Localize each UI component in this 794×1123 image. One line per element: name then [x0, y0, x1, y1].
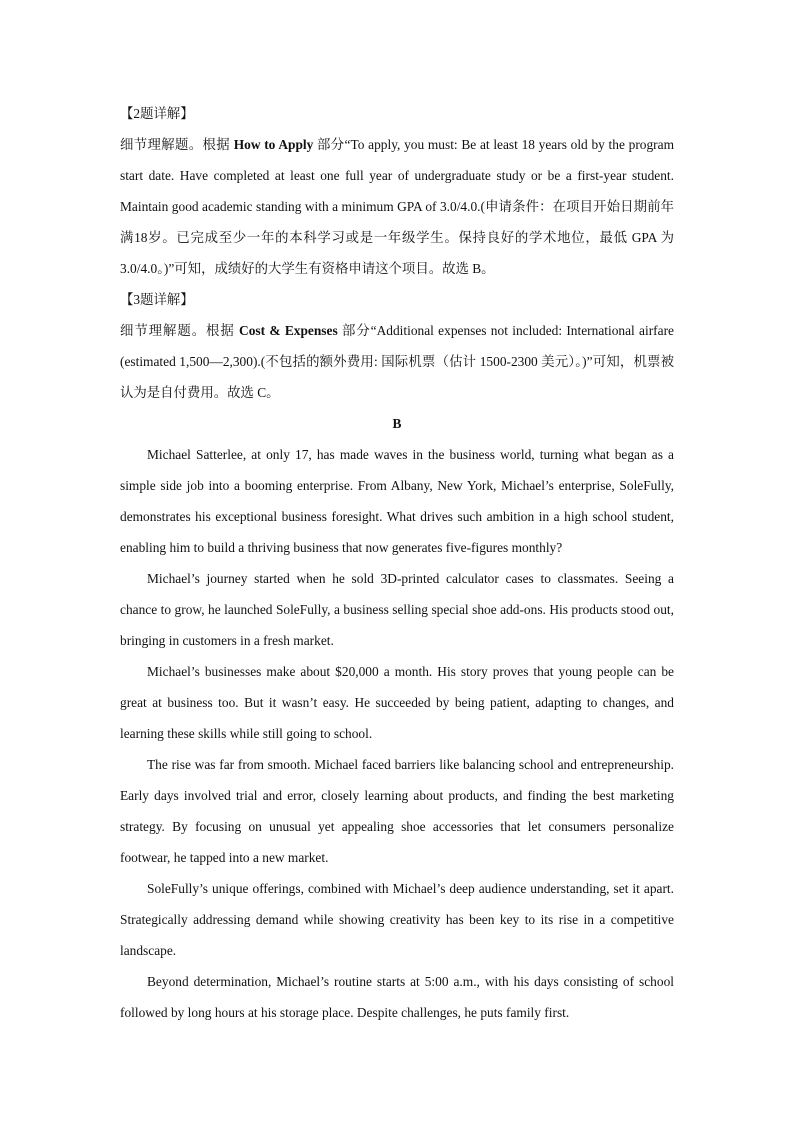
passage-paragraph-6: Beyond determination, Michael’s routine starts at 5:00 a.m., with his days consisting of school followed by long hours at his storage place. Despite challenges, he puts family first. [120, 974, 674, 1020]
q2-heading: 【2题详解】 [120, 106, 194, 121]
passage-paragraph-5: SoleFully’s unique offerings, combined with Michael’s deep audience understanding, set it apart. Strategically addressing demand while showing creativity has been key to its rise in a competitive landscape. [120, 881, 674, 958]
q2-body: 部分“To apply, you must: Be at least 18 years old by the program start date. Have completed at least one full year of undergraduate study or be a first-year student. Maintain good academic standing with a minimum GPA of 3.0/4.0.(申请条件：在项目开始日期前年满18岁。已完成至少一年的本科学习或是一年级学生。保持良好的学术地位，最低 GPA 为 3.0/4.0。)”可知，成绩好的大学生有资格申请这个项目。故选 B。 [120, 137, 674, 276]
passage-paragraph-3: Michael’s businesses make about $20,000 a month. His story proves that young people can be great at business too. But it wasn’t easy. He succeeded by being patient, adapting to changes, and learning these skills while still going to school. [120, 664, 674, 741]
q3-heading: 【3题详解】 [120, 292, 194, 307]
q2-explanation [120, 129, 674, 284]
q3-body: 部分“Additional expenses not included: International airfare (estimated 1,500—2,300).(不包括的额外费用: 国际机票（估计 1500-2300 美元）。)”可知，机票被认为是自付费用。故选 C。 [120, 323, 674, 400]
q3-section-name: Cost & Expenses [239, 323, 338, 338]
passage-title: B [392, 416, 402, 431]
q2-lead: 细节理解题。根据 [120, 137, 234, 152]
q3-explanation [120, 315, 674, 408]
document-page [120, 98, 674, 1028]
q2-section-name: How to Apply [233, 137, 314, 152]
passage-paragraph-2: Michael’s journey started when he sold 3D-printed calculator cases to classmates. Seeing a chance to grow, he launched SoleFully, a business selling special shoe add-ons. His products stood out, bringing in customers in a fresh market. [120, 571, 674, 648]
passage-paragraph-4: The rise was far from smooth. Michael faced barriers like balancing school and entrepreneurship. Early days involved trial and error, closely learning about products, and finding the best marketing strategy. By focusing on unusual yet appealing shoe accessories that let consumers personalize footwear, he tapped into a new market. [120, 757, 674, 865]
q3-lead: 细节理解题。根据 [120, 323, 240, 338]
passage-paragraph-1: Michael Satterlee, at only 17, has made waves in the business world, turning what began as a simple side job into a booming enterprise. From Albany, New York, Michael’s enterprise, SoleFully, demonstrates his exceptional business foresight. What drives such ambition in a high school student, enabling him to build a thriving business that now generates five-figures monthly? [120, 447, 674, 555]
